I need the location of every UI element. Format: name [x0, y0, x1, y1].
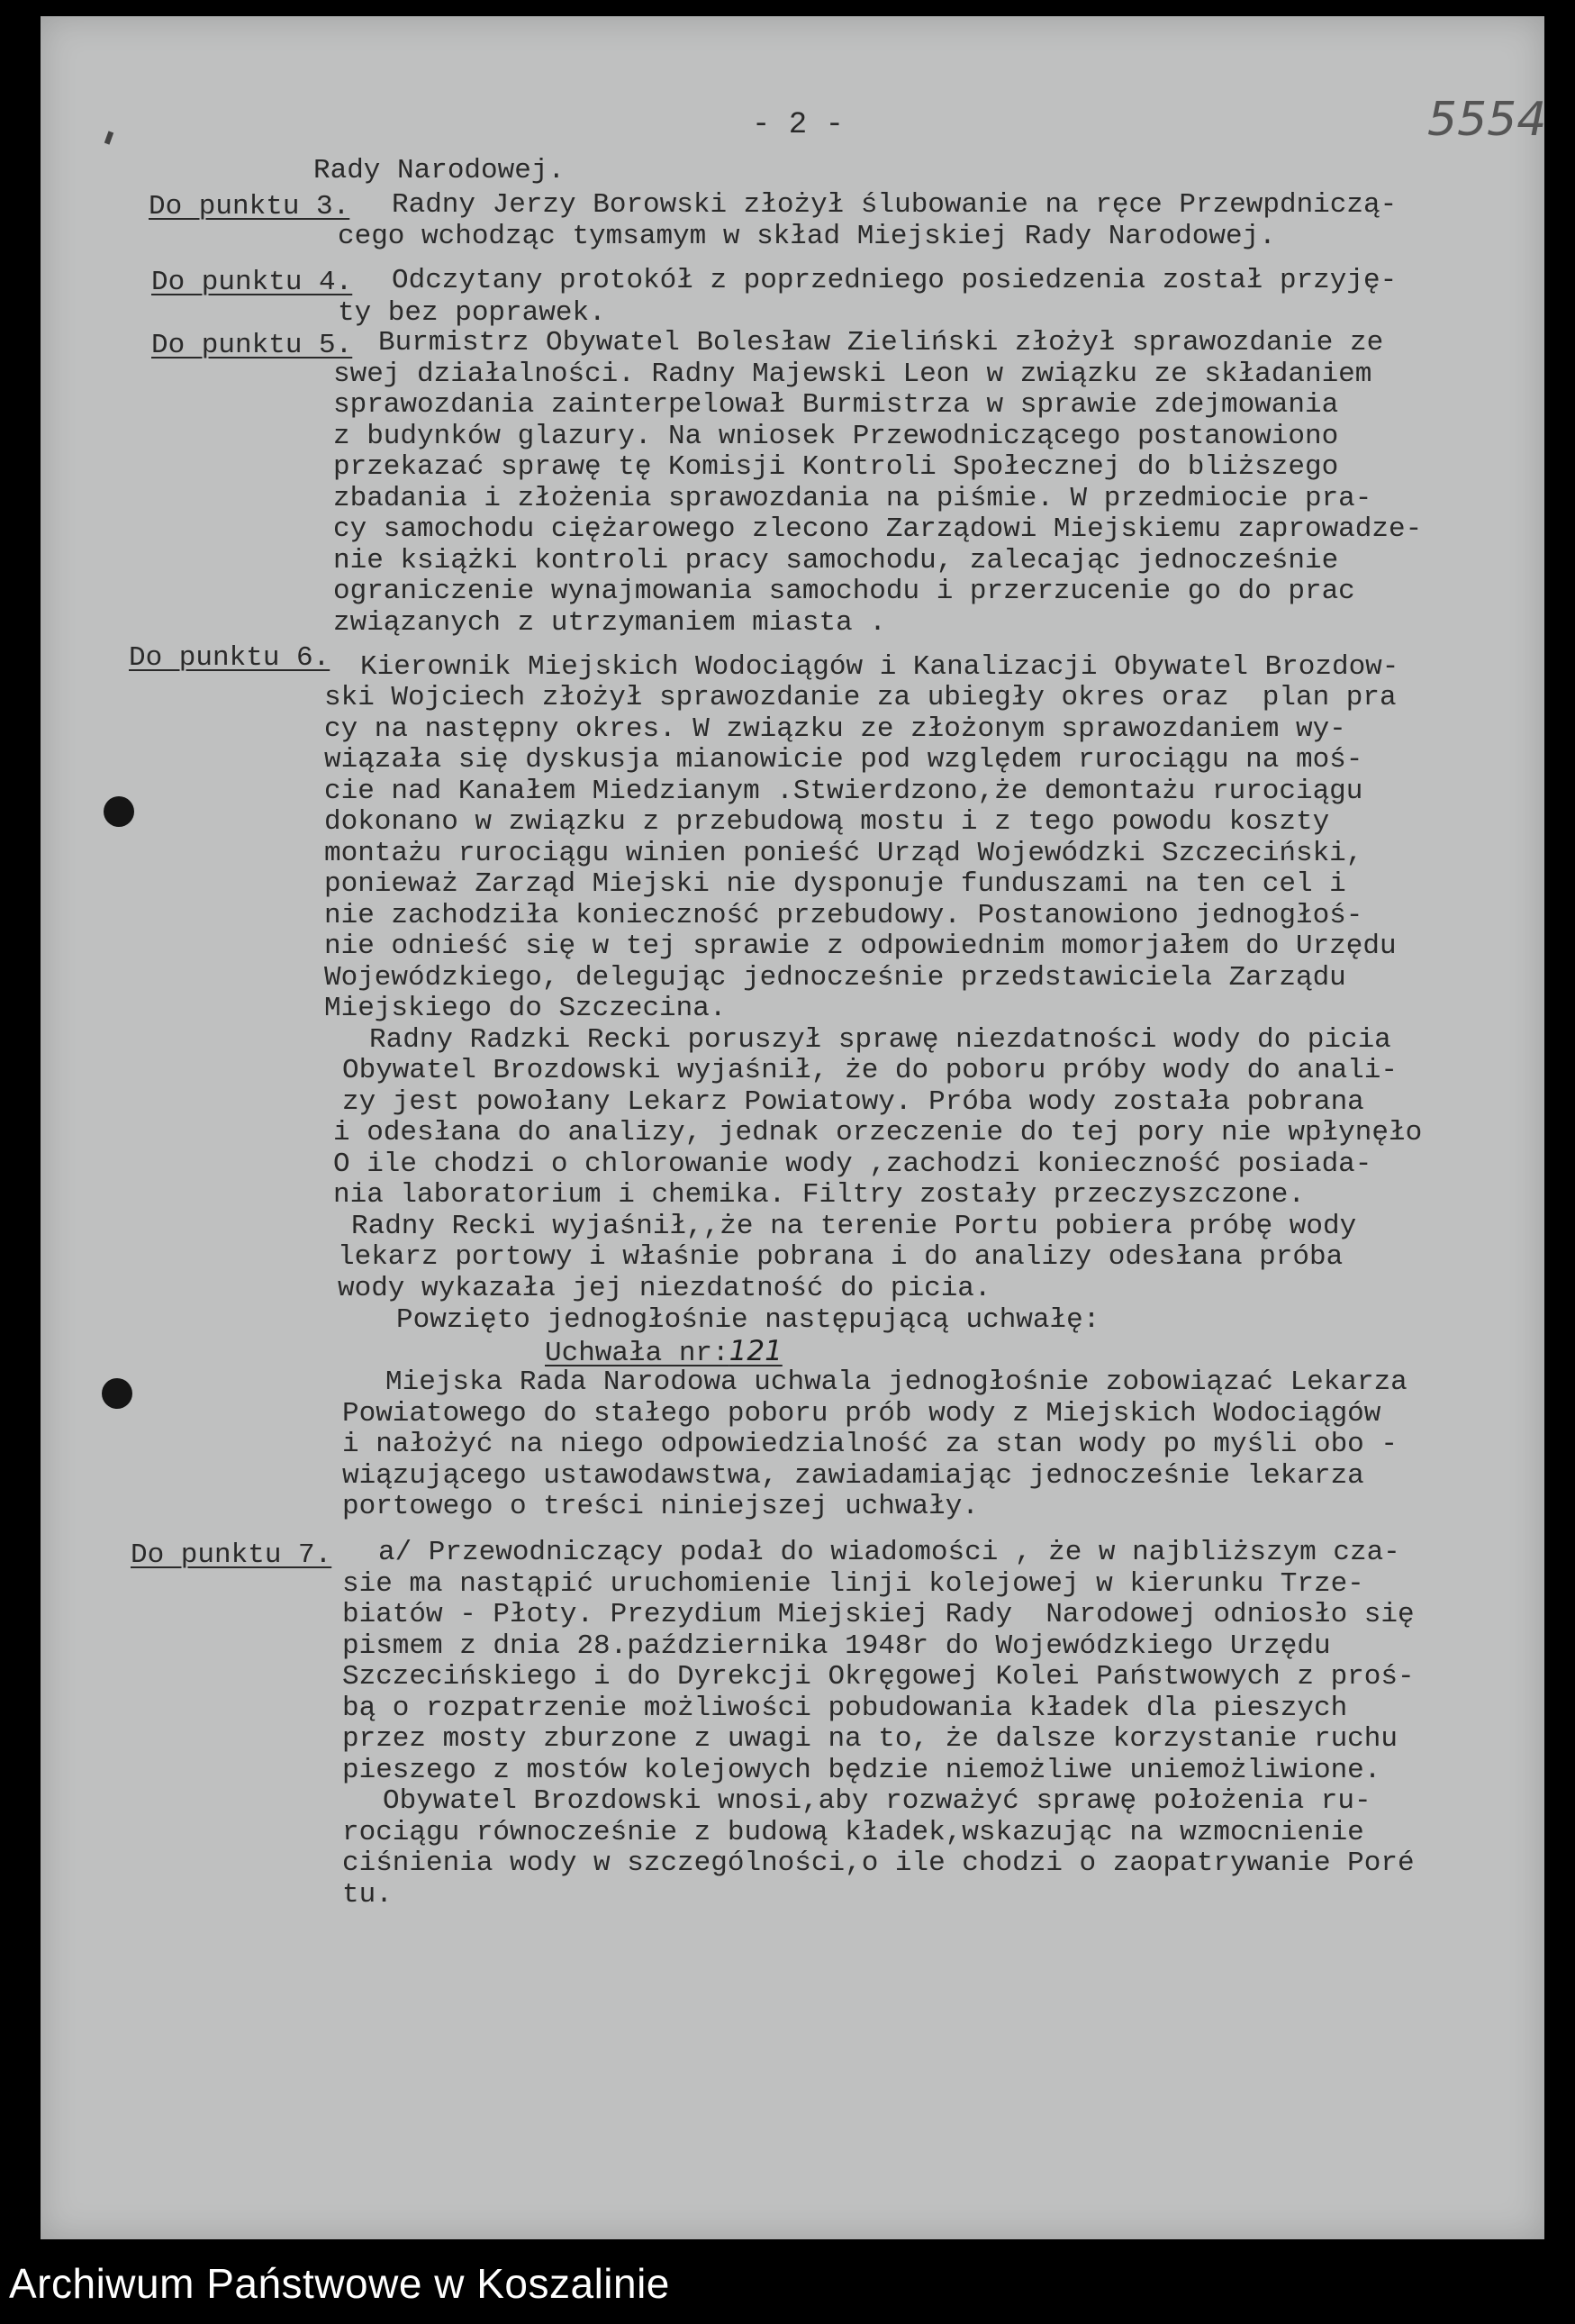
text-line: ty bez poprawek. [338, 297, 606, 329]
punch-hole [102, 1378, 132, 1409]
document-page [41, 16, 1547, 2239]
text-line: i nałożyć na niego odpowiedzialność za stan wody po myśli obo - [342, 1429, 1398, 1460]
text-line: sie ma nastąpić uruchomienie linji kolejowej w kierunku Trze- [342, 1568, 1364, 1600]
text-line: tu. [342, 1879, 393, 1911]
text-line: ciśnienia wody w szczególności,o ile chodzi o zaopatrywanie Poré [342, 1847, 1415, 1879]
text-line: Odczytany protokół z poprzedniego posiedzenia został przyję- [392, 265, 1398, 296]
text-line: przez mosty zburzone z uwagi na to, że dalsze korzystanie ruchu [342, 1723, 1398, 1755]
resolution-title [545, 1335, 783, 1369]
text-line: Miejska Rada Narodowa uchwala jednogłośnie zobowiązać Lekarza [385, 1366, 1408, 1398]
text-line: lekarz portowy i właśnie pobrana i do analizy odesłana próba [338, 1241, 1344, 1273]
page-number: - 2 - [752, 108, 845, 142]
text-line: portowego o treści niniejszej uchwały. [342, 1491, 979, 1522]
text-line: nia laboratorium i chemika. Filtry zostały przeczyszczone. [333, 1179, 1305, 1211]
text-line: wiązującego ustawodawstwa, zawiadamiając jednocześnie lekarza [342, 1460, 1364, 1492]
text-line: nie zachodziła konieczność przebudowy. Postanowiono jednogłoś- [324, 900, 1363, 931]
text-line: swej działalności. Radny Majewski Leon w związku ze składaniem [333, 359, 1372, 390]
punch-hole [104, 796, 134, 827]
text-line: pieszego z mostów kolejowych będzie niemożliwe uniemożliwione. [342, 1755, 1381, 1786]
text-line: ponieważ Zarząd Miejski nie dysponuje funduszami na ten cel i [324, 868, 1346, 900]
text-line: zbadania i złożenia sprawozdania na piśmie. W przedmiocie pra- [333, 483, 1372, 514]
text-line: pismem z dnia 28.października 1948r do Wojewódzkiego Urzędu [342, 1630, 1331, 1662]
text-line: Rady Narodowej. [313, 155, 566, 186]
text-line: montażu rurociągu winien ponieść Urząd Wojewódzki Szczeciński, [324, 838, 1363, 869]
text-line: Radny Jerzy Borowski złożył ślubowanie na ręce Przewpdniczą- [392, 189, 1398, 221]
archive-label: Archiwum Państwowe w Koszalinie [9, 2260, 670, 2307]
text-line: Szczecińskiego i do Dyrekcji Okręgowej Kolei Państwowych z proś- [342, 1661, 1415, 1693]
text-line: Powzięto jednogłośnie następującą uchwałę: [396, 1304, 1100, 1336]
text-line: Radny Recki wyjaśnił,,że na terenie Portu pobiera próbę wody [351, 1211, 1357, 1242]
text-line: Miejskiego do Szczecina. [324, 993, 727, 1024]
section-label: Do punktu 4. [151, 267, 353, 298]
text-line: Kierownik Miejskich Wodociągów i Kanalizacji Obywatel Brozdow- [360, 651, 1399, 683]
text-line: zy jest powołany Lekarz Powiatowy. Próba wody została pobrana [342, 1086, 1364, 1118]
text-line: ograniczenie wynajmowania samochodu i przerzucenie go do prac [333, 576, 1355, 607]
text-line: Obywatel Brozdowski wyjaśnił, że do poboru próby wody do anali- [342, 1055, 1398, 1086]
section-label: Do punktu 5. [151, 330, 353, 361]
text-line: Radny Radzki Recki poruszył sprawę niezdatności wody do picia [369, 1024, 1391, 1056]
text-line: Powiatowego do stałego poboru prób wody z Miejskich Wodociągów [342, 1398, 1381, 1430]
text-line: wiązała się dyskusja mianowicie pod względem rurociągu na moś- [324, 744, 1363, 776]
text-line: cego wchodząc tymsamym w skład Miejskiej Rady Narodowej. [338, 221, 1276, 252]
archive-footer [0, 2239, 1575, 2324]
text-line: wody wykazała jej niezdatność do picia. [338, 1273, 991, 1304]
text-line: bą o rozpatrzenie możliwości pobudowania kładek dla pieszych [342, 1693, 1348, 1724]
resolution-label: Uchwała nr: [545, 1338, 729, 1369]
text-line: związanych z utrzymaniem miasta . [333, 607, 886, 639]
text-line: i odesłana do analizy, jednak orzeczenie do tej pory nie wpłynęło [333, 1117, 1423, 1148]
text-line: dokonano w związku z przebudową mostu i z tego powodu koszty [324, 806, 1330, 838]
text-line: ski Wojciech złożył sprawozdanie za ubiegły okres oraz plan pra [324, 682, 1397, 713]
text-line: nie książki kontroli pracy samochodu, zalecając jednocześnie [333, 545, 1339, 576]
text-line: Burmistrz Obywatel Bolesław Zieliński złożył sprawozdanie ze [378, 327, 1384, 359]
text-line: z budynków glazury. Na wniosek Przewodniczącego postanowiono [333, 421, 1339, 452]
text-line: sprawozdania zainterpelował Burmistrza w sprawie zdejmowania [333, 389, 1339, 421]
text-line: Wojewódzkiego, delegując jednocześnie przedstawiciela Zarządu [324, 962, 1346, 994]
text-line: a/ Przewodniczący podał do wiadomości , że w najbliższym cza- [378, 1537, 1400, 1568]
text-line: rociągu równocześnie z budową kładek,wskazując na wzmocnienie [342, 1817, 1364, 1848]
text-line: nie odnieść się w tej sprawie z odpowiednim momorjałem do Urzędu [324, 931, 1397, 962]
margin-mark [104, 131, 113, 144]
text-line: cie nad Kanałem Miedzianym .Stwierdzono,że demontażu rurociągu [324, 776, 1363, 807]
section-label: Do punktu 6. [129, 642, 330, 674]
text-line: cy na następny okres. W związku ze złożonym sprawozdaniem wy- [324, 713, 1346, 745]
text-line: przekazać sprawę tę Komisji Kontroli Społecznej do bliższego [333, 451, 1339, 483]
text-line: Obywatel Brozdowski wnosi,aby rozważyć sprawę położenia ru- [383, 1785, 1371, 1817]
section-label: Do punktu 3. [149, 191, 350, 222]
section-label: Do punktu 7. [131, 1539, 332, 1571]
archive-number: 5554 [1427, 93, 1547, 147]
text-line: biatów - Płoty. Prezydium Miejskiej Rady Narodowej odniosło się [342, 1599, 1415, 1630]
text-line: cy samochodu ciężarowego zlecono Zarządowi Miejskiemu zaprowadze- [333, 513, 1423, 545]
text-line: O ile chodzi o chlorowanie wody ,zachodzi konieczność posiada- [333, 1148, 1372, 1180]
resolution-number: 121 [729, 1335, 783, 1367]
